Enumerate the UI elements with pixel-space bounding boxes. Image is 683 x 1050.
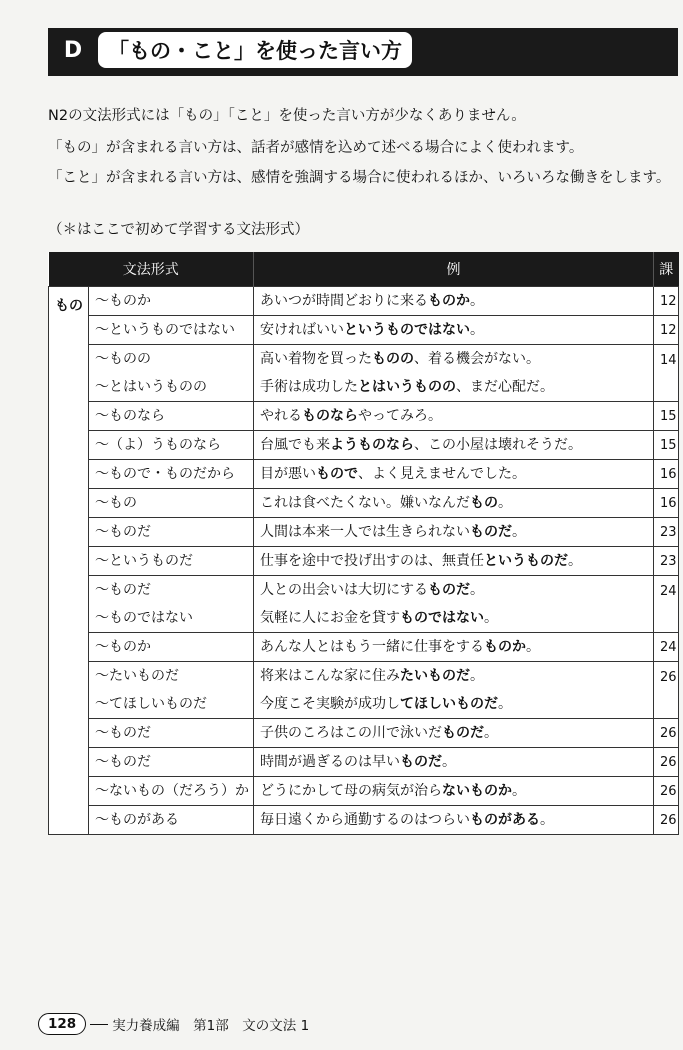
lesson-number: 15	[654, 431, 679, 460]
table-row	[49, 345, 679, 402]
form-cell	[89, 576, 254, 633]
example-sentence	[260, 662, 647, 690]
grammar-form: ～（よ）うものなら	[95, 437, 221, 453]
example-highlight: ものだ	[442, 725, 484, 741]
lesson-number: 26	[654, 748, 679, 777]
example-sentence	[260, 402, 647, 430]
example-highlight: ものか	[428, 293, 470, 309]
example-text: 。	[498, 495, 512, 511]
table-row	[49, 431, 679, 460]
example-text: 。	[498, 696, 512, 712]
form-cell	[89, 345, 254, 402]
example-sentence	[260, 633, 647, 661]
example-highlight: ものではない	[400, 610, 484, 626]
lesson-number: 12	[654, 316, 679, 345]
table-row	[49, 518, 679, 547]
example-text: 。	[512, 783, 526, 799]
table-body	[49, 287, 679, 835]
example-text: 。	[526, 639, 540, 655]
page-number: 128	[38, 1013, 86, 1035]
grammar-form: ～ものだ	[95, 524, 151, 540]
example-sentence	[260, 719, 647, 747]
lesson-number: 16	[654, 489, 679, 518]
section-letter: D	[63, 38, 83, 63]
example-text: 。	[442, 754, 456, 770]
example-sentence	[260, 518, 647, 546]
grammar-form: ～たいものだ	[95, 668, 179, 684]
example-highlight: ものの	[372, 351, 414, 367]
grammar-form: ～ものか	[95, 639, 151, 655]
table-row	[49, 777, 679, 806]
lesson-number: 24	[654, 633, 679, 662]
example-cell	[254, 719, 654, 748]
example-highlight: もので	[316, 466, 358, 482]
example-text: やれる	[260, 408, 302, 424]
page-footer	[38, 1013, 309, 1035]
example-sentence	[260, 287, 647, 315]
example-cell	[254, 576, 654, 633]
example-highlight: ものだ	[470, 524, 512, 540]
table-row	[49, 719, 679, 748]
example-text: 目が悪い	[260, 466, 316, 482]
example-cell	[254, 806, 654, 835]
lesson-number: 24	[654, 576, 679, 633]
note-text: （＊はここで初めて学習する文法形式）	[48, 222, 309, 238]
section-header	[48, 28, 678, 76]
example-sentence	[260, 345, 647, 373]
example-highlight: というものではない	[344, 322, 470, 338]
example-text: 。	[568, 553, 582, 569]
grammar-form: ～というものではない	[95, 322, 235, 338]
example-cell	[254, 633, 654, 662]
example-text: 台風でも来	[260, 437, 330, 453]
grammar-form: ～ものがある	[95, 812, 179, 828]
form-cell	[89, 662, 254, 719]
grammar-table	[48, 252, 679, 835]
table-row	[49, 287, 679, 316]
lesson-number: 26	[654, 719, 679, 748]
example-cell	[254, 316, 654, 345]
example-text: あんな人とはもう一緒に仕事をする	[260, 639, 484, 655]
form-cell	[89, 633, 254, 662]
lesson-number: 15	[654, 402, 679, 431]
table-row	[49, 316, 679, 345]
grammar-form: ～もの	[95, 495, 137, 511]
example-text: 人との出会いは大切にする	[260, 582, 428, 598]
form-cell	[89, 806, 254, 835]
header-example: 例	[254, 252, 654, 287]
example-text: 今度こそ実験が成功し	[260, 696, 400, 712]
lesson-number: 23	[654, 518, 679, 547]
form-cell	[89, 402, 254, 431]
example-sentence	[260, 489, 647, 517]
footer-text: 実力養成編 第1部 文の文法 1	[112, 1018, 310, 1034]
example-sentence	[260, 576, 647, 604]
category-cell: もの	[49, 287, 89, 835]
form-cell	[89, 518, 254, 547]
example-sentence	[260, 460, 647, 488]
form-cell	[89, 748, 254, 777]
header-lesson: 課	[654, 252, 679, 287]
example-highlight: たいものだ	[400, 668, 470, 684]
example-cell	[254, 402, 654, 431]
example-cell	[254, 431, 654, 460]
example-cell	[254, 287, 654, 316]
footer-rule	[90, 1024, 108, 1025]
form-cell	[89, 431, 254, 460]
grammar-form: ～もので・ものだから	[95, 466, 235, 482]
example-sentence	[260, 777, 647, 805]
example-text: これは食べたくない。嫌いなんだ	[260, 495, 470, 511]
example-text: 。	[484, 725, 498, 741]
example-text: 気軽に人にお金を貸す	[260, 610, 400, 626]
example-sentence	[260, 604, 647, 632]
lesson-number: 26	[654, 777, 679, 806]
lesson-number: 16	[654, 460, 679, 489]
grammar-form: ～ものだ	[95, 725, 151, 741]
grammar-form: ～ものか	[95, 293, 151, 309]
table-row	[49, 460, 679, 489]
lesson-number: 26	[654, 806, 679, 835]
table-row	[49, 806, 679, 835]
example-cell	[254, 777, 654, 806]
lesson-number: 14	[654, 345, 679, 402]
form-cell	[89, 719, 254, 748]
example-text: 。	[470, 293, 484, 309]
grammar-form: ～ものの	[95, 351, 151, 367]
example-text: あいつが時間どおりに来る	[260, 293, 428, 309]
grammar-form: ～とはいうものの	[95, 379, 207, 395]
example-highlight: ようものなら	[330, 437, 414, 453]
intro-line-1: N2の文法形式には「もの」「こと」を使った言い方が少なくありません。	[48, 108, 526, 124]
header-form: 文法形式	[49, 252, 254, 287]
example-cell	[254, 547, 654, 576]
example-text: 仕事を途中で投げ出すのは、無責任	[260, 553, 484, 569]
example-sentence	[260, 373, 647, 401]
example-text: 。	[470, 322, 484, 338]
example-text: 高い着物を買った	[260, 351, 372, 367]
table-row	[49, 633, 679, 662]
example-text: 、この小屋は壊れそうだ。	[414, 437, 582, 453]
lesson-number: 23	[654, 547, 679, 576]
example-text: 手術は成功した	[260, 379, 358, 395]
form-cell	[89, 777, 254, 806]
example-sentence	[260, 547, 647, 575]
example-text: 人間は本来一人では生きられない	[260, 524, 470, 540]
section-title: 「もの・こと」を使った言い方	[98, 32, 412, 68]
example-cell	[254, 460, 654, 489]
example-highlight: ないものか	[442, 783, 512, 799]
example-text: 毎日遠くから通勤するのはつらい	[260, 812, 470, 828]
example-text: 。	[470, 582, 484, 598]
table-row	[49, 489, 679, 518]
form-cell	[89, 547, 254, 576]
example-text: 子供のころはこの川で泳いだ	[260, 725, 442, 741]
table-header-row	[49, 252, 679, 287]
example-cell	[254, 345, 654, 402]
example-text: 。	[512, 524, 526, 540]
grammar-form: ～ものではない	[95, 610, 193, 626]
example-highlight: というものだ	[484, 553, 568, 569]
example-highlight: ものだ	[428, 582, 470, 598]
grammar-form: ～てほしいものだ	[95, 696, 207, 712]
example-text: 。	[540, 812, 554, 828]
example-sentence	[260, 748, 647, 776]
example-text: 。	[484, 610, 498, 626]
form-cell	[89, 316, 254, 345]
example-text: 将来はこんな家に住み	[260, 668, 400, 684]
lesson-number: 26	[654, 662, 679, 719]
lesson-number: 12	[654, 287, 679, 316]
table-row	[49, 748, 679, 777]
table-row	[49, 662, 679, 719]
example-text: 安ければいい	[260, 322, 344, 338]
example-highlight: ものなら	[302, 408, 358, 424]
example-highlight: もの	[470, 495, 498, 511]
grammar-form: ～ものだ	[95, 582, 151, 598]
example-cell	[254, 518, 654, 547]
example-sentence	[260, 316, 647, 344]
example-text: 、よく見えませんでした。	[358, 466, 526, 482]
example-sentence	[260, 431, 647, 459]
example-sentence	[260, 690, 647, 718]
example-text: 時間が過ぎるのは早い	[260, 754, 400, 770]
example-cell	[254, 489, 654, 518]
grammar-form: ～というものだ	[95, 553, 193, 569]
example-text: どうにかして母の病気が治ら	[260, 783, 442, 799]
form-cell	[89, 489, 254, 518]
example-highlight: とはいうものの	[358, 379, 456, 395]
table-row	[49, 576, 679, 633]
table-row	[49, 547, 679, 576]
example-sentence	[260, 806, 647, 834]
example-cell	[254, 748, 654, 777]
grammar-form: ～ものだ	[95, 754, 151, 770]
table-row	[49, 402, 679, 431]
example-text: やってみろ。	[358, 408, 442, 424]
example-text: 。	[470, 668, 484, 684]
example-highlight: ものか	[484, 639, 526, 655]
example-highlight: てほしいものだ	[400, 696, 498, 712]
grammar-form: ～ものなら	[95, 408, 165, 424]
grammar-form: ～ないもの（だろう）か	[95, 783, 249, 799]
example-text: 、着る機会がない。	[414, 351, 540, 367]
example-highlight: ものだ	[400, 754, 442, 770]
example-cell	[254, 662, 654, 719]
form-cell	[89, 287, 254, 316]
intro-line-2: 「もの」が含まれる言い方は、話者が感情を込めて述べる場合によく使われます。	[48, 140, 584, 156]
example-text: 、まだ心配だ。	[456, 379, 554, 395]
form-cell	[89, 460, 254, 489]
example-highlight: ものがある	[470, 812, 540, 828]
intro-line-3: 「こと」が含まれる言い方は、感情を強調する場合に使われるほか、いろいろな働きをします。	[48, 170, 671, 186]
